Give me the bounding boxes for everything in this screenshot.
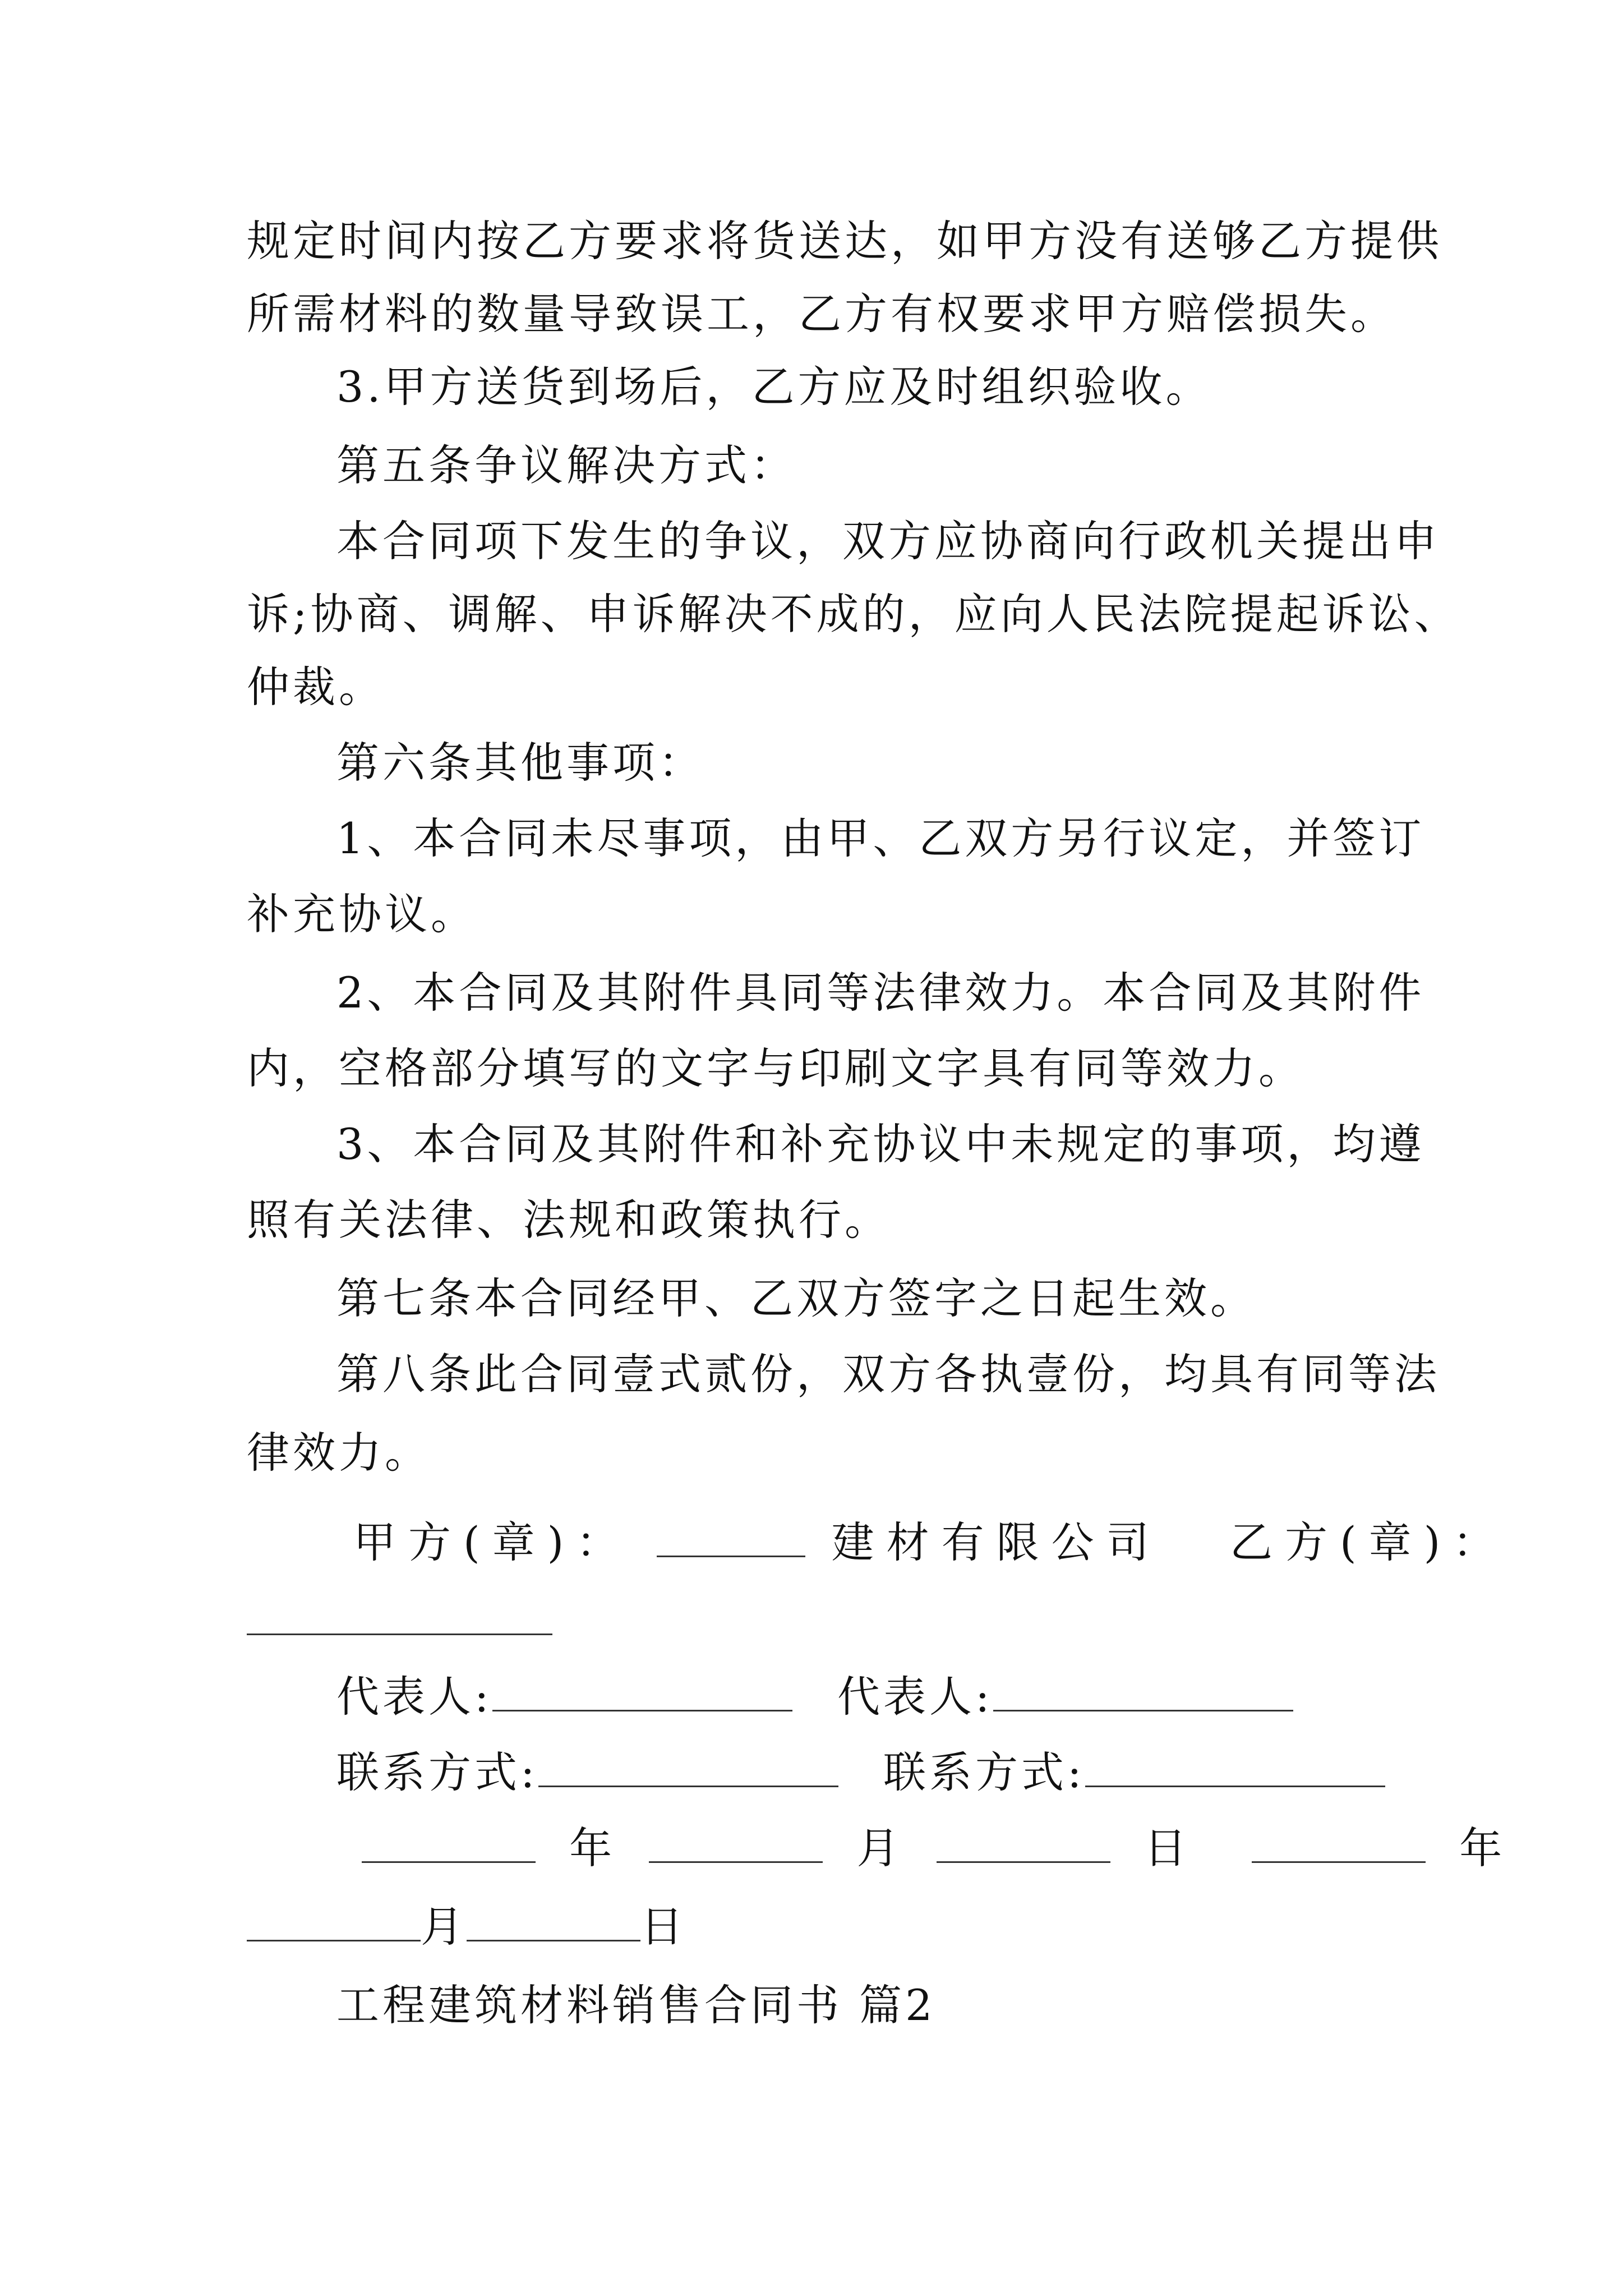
paragraph-line: 第七条本合同经甲、乙双方签字之日起生效。 [336, 1273, 1256, 1323]
section-heading: 第六条其他事项： [336, 738, 704, 788]
rep-a-label: 代表人: [336, 1672, 492, 1722]
party-line [353, 1515, 1507, 1571]
contact-b-label: 联系方式: [883, 1747, 1085, 1797]
contact-a-label: 联系方式: [336, 1747, 538, 1797]
date-line [362, 1820, 1505, 1876]
day-b-label: 日 [640, 1902, 686, 1952]
paragraph-line: 2、本合同及其附件具同等法律效力。本合同及其附件 [336, 968, 1425, 1018]
day-a-label: 日 [1144, 1823, 1190, 1873]
paragraph-line: 规定时间内按乙方要求将货送达，如甲方没有送够乙方提供 [247, 216, 1442, 266]
section-heading: 第五条争议解决方式： [336, 440, 796, 490]
year-a-blank [362, 1821, 536, 1863]
contact-line [336, 1745, 1385, 1801]
paragraph-line: 3.甲方送货到场后，乙方应及时组织验收。 [336, 362, 1212, 412]
paragraph-line: 内，空格部分填写的文字与印刷文字具有同等效力。 [247, 1043, 1304, 1093]
paragraph-line: 第八条此合同壹式贰份，双方各执壹份，均具有同等法 [336, 1349, 1440, 1399]
party-a-blank [657, 1515, 805, 1557]
contact-b-blank [1085, 1745, 1385, 1787]
paragraph-line: 所需材料的数量导致误工，乙方有权要求甲方赔偿损失。 [247, 289, 1396, 339]
year-a-label: 年 [569, 1823, 616, 1873]
paragraph-line: 仲裁。 [247, 662, 385, 712]
year-b-blank [1252, 1821, 1426, 1863]
next-section-title: 工程建筑材料销售合同书 篇2 [336, 1980, 936, 2030]
party-a-label: 甲方(章)： [353, 1517, 631, 1567]
rep-a-blank [492, 1669, 792, 1711]
paragraph-line: 照有关法律、法规和政策执行。 [247, 1195, 891, 1245]
representative-line [336, 1669, 1293, 1725]
date-line-continued [247, 1899, 686, 1955]
party-b-label: 乙方(章)： [1230, 1517, 1508, 1567]
contact-a-blank [538, 1745, 838, 1787]
day-b-blank [467, 1899, 640, 1941]
paragraph-line: 律效力。 [247, 1428, 431, 1478]
month-a-blank [649, 1821, 823, 1863]
rep-b-label: 代表人: [837, 1672, 993, 1722]
paragraph-line: 3、本合同及其附件和补充协议中未规定的事项，均遵 [336, 1119, 1425, 1169]
day-a-blank [937, 1821, 1110, 1863]
paragraph-line: 1、本合同未尽事项，由甲、乙双方另行议定，并签订 [336, 813, 1425, 863]
party-a-company: 建材有限公司 [831, 1517, 1161, 1567]
month-a-label: 月 [856, 1823, 903, 1873]
party-b-blank [247, 1634, 552, 1635]
month-b-label: 月 [421, 1902, 467, 1952]
paragraph-line: 本合同项下发生的争议，双方应协商向行政机关提出申 [336, 516, 1440, 566]
paragraph-line: 诉;协商、调解、申诉解决不成的，应向人民法院提起诉讼、 [247, 589, 1460, 639]
rep-b-blank [993, 1669, 1293, 1711]
month-b-blank [247, 1899, 421, 1941]
paragraph-line: 补充协议。 [247, 889, 477, 939]
year-b-label: 年 [1459, 1823, 1506, 1873]
